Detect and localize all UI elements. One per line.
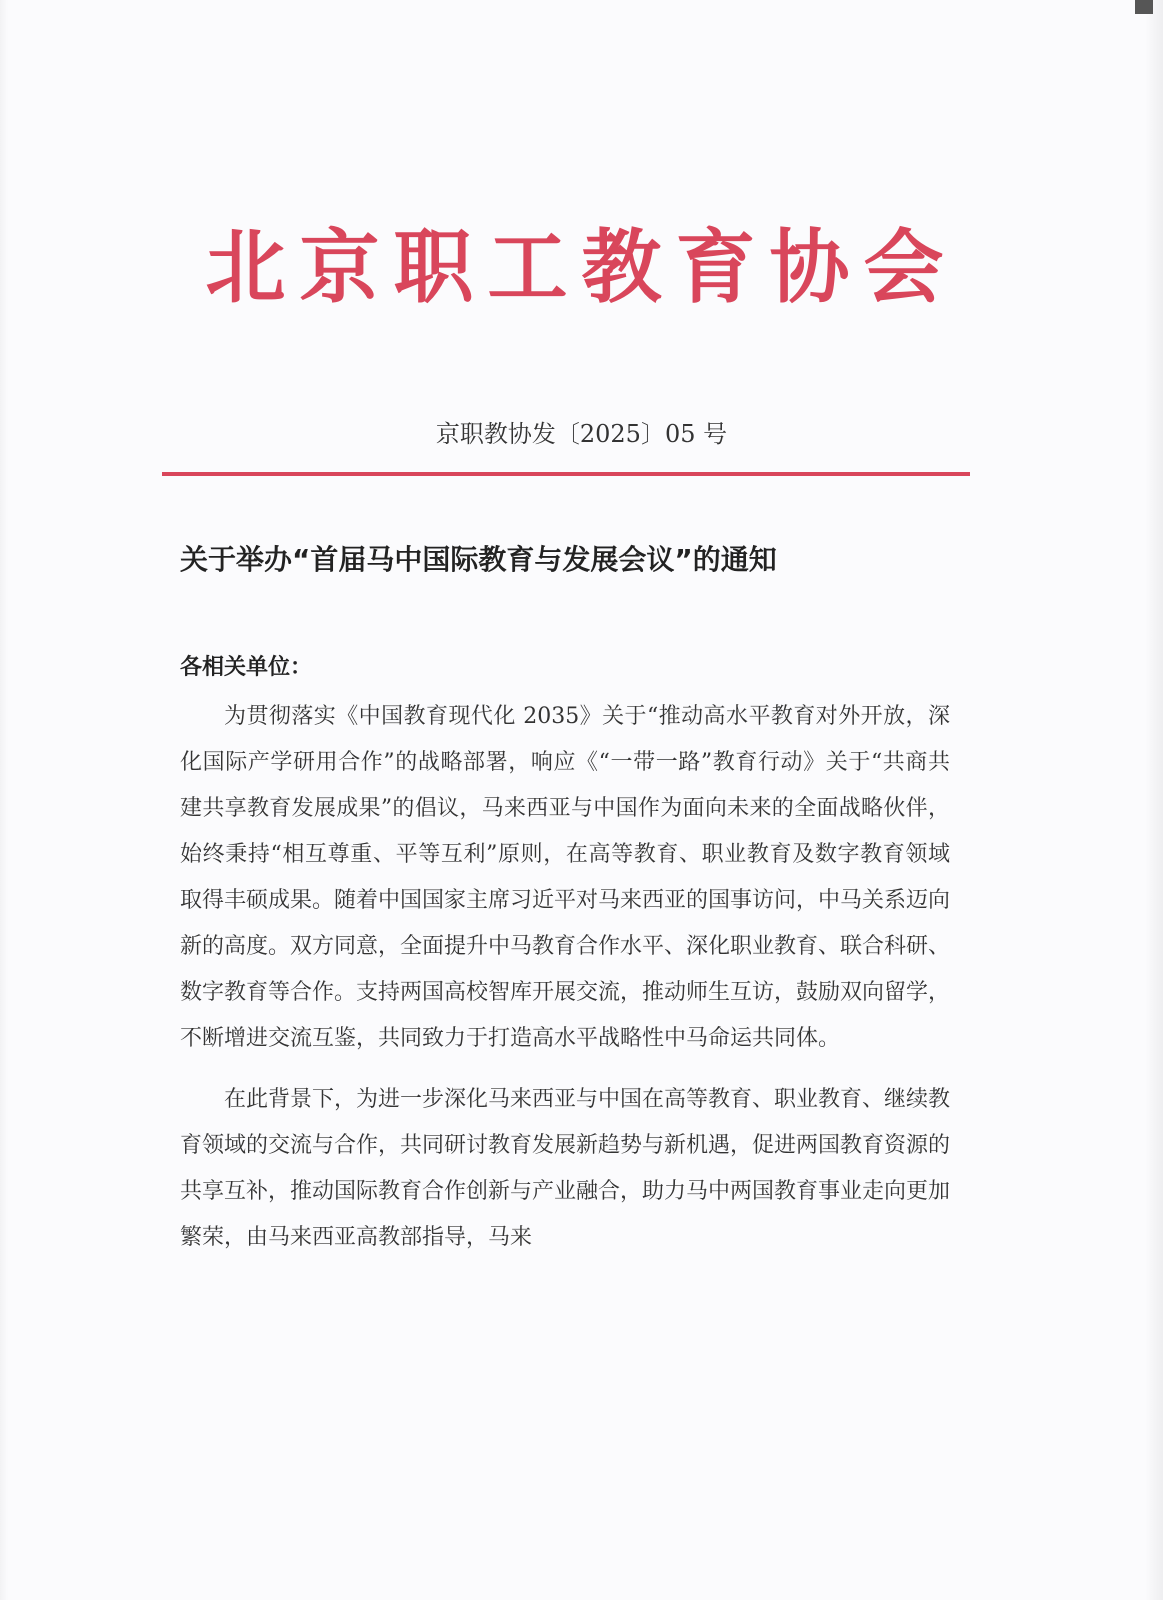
scan-mark	[1135, 0, 1153, 14]
body-paragraph: 为贯彻落实《中国教育现代化 2035》关于“推动高水平教育对外开放，深化国际产学研用合作”的战略部署，响应《“一带一路”教育行动》关于“共商共建共享教育发展成果”的倡议，马来西亚与中国作为面向未来的全面战略伙伴，始终秉持“相互尊重、平等互利”原则，在高等教育、职业教育及数字教育领域取得丰硕成果。随着中国国家主席习近平对马来西亚的国事访问，中马关系迈向新的高度。双方同意，全面提升中马教育合作水平、深化职业教育、联合科研、数字教育等合作。支持两国高校智库开展交流，推动师生互访，鼓励双向留学，不断增进交流互鉴，共同致力于打造高水平战略性中马命运共同体。	[180, 704, 951, 1051]
red-divider	[162, 472, 970, 476]
organization-title: 北京职工教育协会	[205, 221, 958, 314]
body-paragraph: 在此背景下，为进一步深化马来西亚与中国在高等教育、职业教育、继续教育领域的交流与合作，共同研讨教育发展新趋势与新机遇，促进两国教育资源的共享互补，推动国际教育合作创新与产业融合，助力马中两国教育事业走向更加繁荣，由马来西亚高教部指导，马来	[180, 1087, 951, 1250]
notice-body	[180, 694, 950, 1276]
notice-title: 关于举办“首届马中国际教育与发展会议”的通知	[180, 543, 777, 576]
document-number: 京职教协发〔2025〕05 号	[435, 420, 728, 448]
salutation: 各相关单位：	[180, 655, 313, 680]
